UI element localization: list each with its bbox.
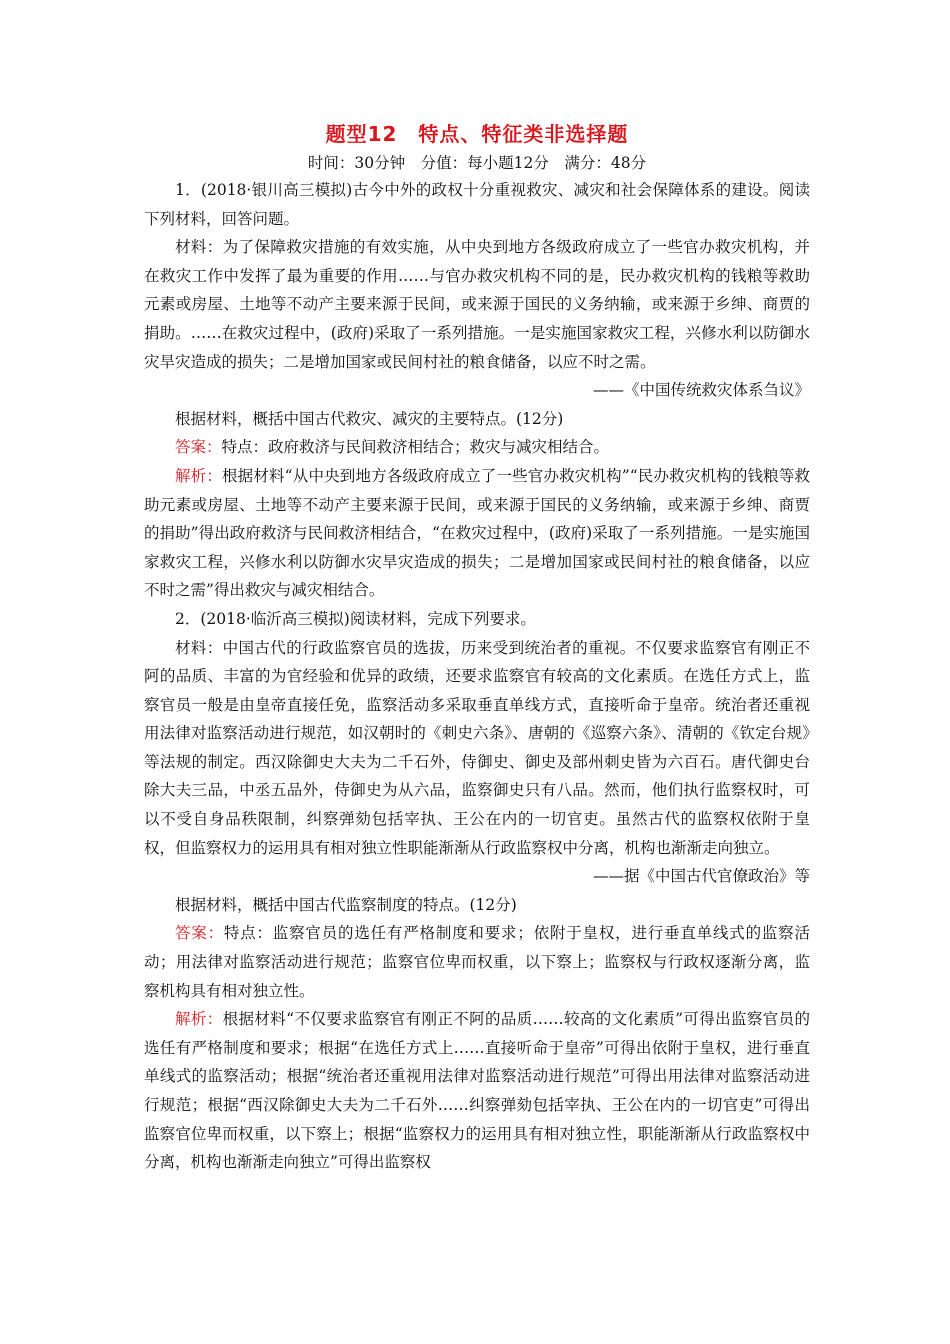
q2-answer-label: 答案：	[175, 924, 224, 943]
q1-answer-label: 答案：	[175, 438, 222, 457]
q1-material: 材料：为了保障救灾措施的有效实施，从中央到地方各级政府成立了一些官办救灾机构，并在救灾工作中发挥了最为重要的作用……与官办救灾机构不同的是，民办救灾机构的钱粮等救助元素或房屋、土地等不动产主要来源于民间，或来源于国民的义务纳输，或来源于乡绅、商贾的捐助。……在救灾过程中，(政府)采取了一系列措施。一是实施国家救灾工程，兴修水利以防御水灾旱灾造成的损失；二是增加国家或民间村社的粮食储备，以应不时之需。	[144, 238, 810, 371]
q1-stem: 1．(2018·银川高三模拟)古今中外的政权十分重视救灾、减灾和社会保障体系的建设。阅读下列材料，回答问题。	[144, 181, 810, 228]
page-title: 题型12 特点、特征类非选择题	[325, 122, 629, 146]
q2-analysis-text: 根据材料“不仅要求监察官有刚正不阿的品质……较高的文化素质”可得出监察官员的选任有严格制度和要求；根据“在选任方式上……直接听命于皇帝”可得出依附于皇权，进行垂直单线式的监察活动；根据“统治者还重视用法律对监察活动进行规范”可得出用法律对监察活动进行规范；根据“西汉除御史大夫为二千石外……纠察弹劾包括宰执、王公在内的一切官吏”可得出监察官位卑而权重，以下察上；根据“监察权力的运用具有相对独立性，职能渐渐从行政监察权中分离，机构也渐渐走向独立”可得出监察权	[144, 1010, 810, 1172]
exam-meta: 时间：30分钟 分值：每小题12分 满分：48分	[307, 154, 647, 172]
q1-answer	[144, 433, 810, 462]
q1-question: 根据材料，概括中国古代救灾、减灾的主要特点。(12分)	[175, 409, 564, 428]
q2-question: 根据材料，概括中国古代监察制度的特点。(12分)	[175, 895, 517, 914]
q2-source: ——据《中国古代官僚政治》等	[592, 867, 810, 886]
q1-analysis-label: 解析：	[175, 466, 223, 485]
q2-material: 材料：中国古代的行政监察官员的选拔，历来受到统治者的重视。不仅要求监察官有刚正不阿的品质、丰富的为官经验和优异的政绩，还要求监察官有较高的文化素质。在选任方式上，监察官员一般是由皇帝直接任免，监察活动多采取垂直单线方式，直接听命于皇帝。统治者还重视用法律对监察活动进行规范，如汉朝时的《刺史六条》、唐朝的《巡察六条》、清朝的《钦定台规》等法规的制定。西汉除御史大夫为二千石外，侍御史、御史及部州刺史皆为六百石。唐代御史台除大夫三品，中丞五品外，侍御史为从六品，监察御史只有八品。然而，他们执行监察权时，可以不受自身品秩限制，纠察弹劾包括宰执、王公在内的一切官吏。虽然古代的监察权依附于皇权，但监察权力的运用具有相对独立性职能渐渐从行政监察权中分离，机构也渐渐走向独立。	[144, 638, 810, 857]
q2-analysis	[144, 1005, 810, 1177]
q2-analysis-label: 解析：	[175, 1010, 223, 1029]
question-1	[144, 176, 810, 605]
q1-analysis	[144, 462, 810, 605]
q1-analysis-text: 根据材料“从中央到地方各级政府成立了一些官办救灾机构”“民办救灾机构的钱粮等救助元素或房屋、土地等不动产主要来源于民间，或来源于国民的义务纳输，或来源于乡绅、商贾的捐助”得出政府救济与民间救济相结合，“在救灾过程中，(政府)采取了一系列措施。一是实施国家救灾工程，兴修水利以防御水灾旱灾造成的损失；二是增加国家或民间村社的粮食储备，以应不时之需”得出救灾与减灾相结合。	[144, 466, 810, 600]
q2-answer	[144, 919, 810, 1005]
q1-source: ——《中国传统救灾体系刍议》	[592, 381, 810, 400]
q2-answer-text: 特点：监察官员的选任有严格制度和要求；依附于皇权，进行垂直单线式的监察活动；用法律对监察活动进行规范；监察官位卑而权重，以下察上；监察权与行政权逐渐分离，监察机构具有相对独立性。	[144, 924, 810, 1000]
q2-stem: 2．(2018·临沂高三模拟)阅读材料，完成下列要求。	[175, 609, 536, 628]
q1-answer-text: 特点：政府救济与民间救济相结合；救灾与减灾相结合。	[221, 438, 610, 457]
document-page	[144, 118, 810, 1177]
question-2	[144, 605, 810, 1177]
